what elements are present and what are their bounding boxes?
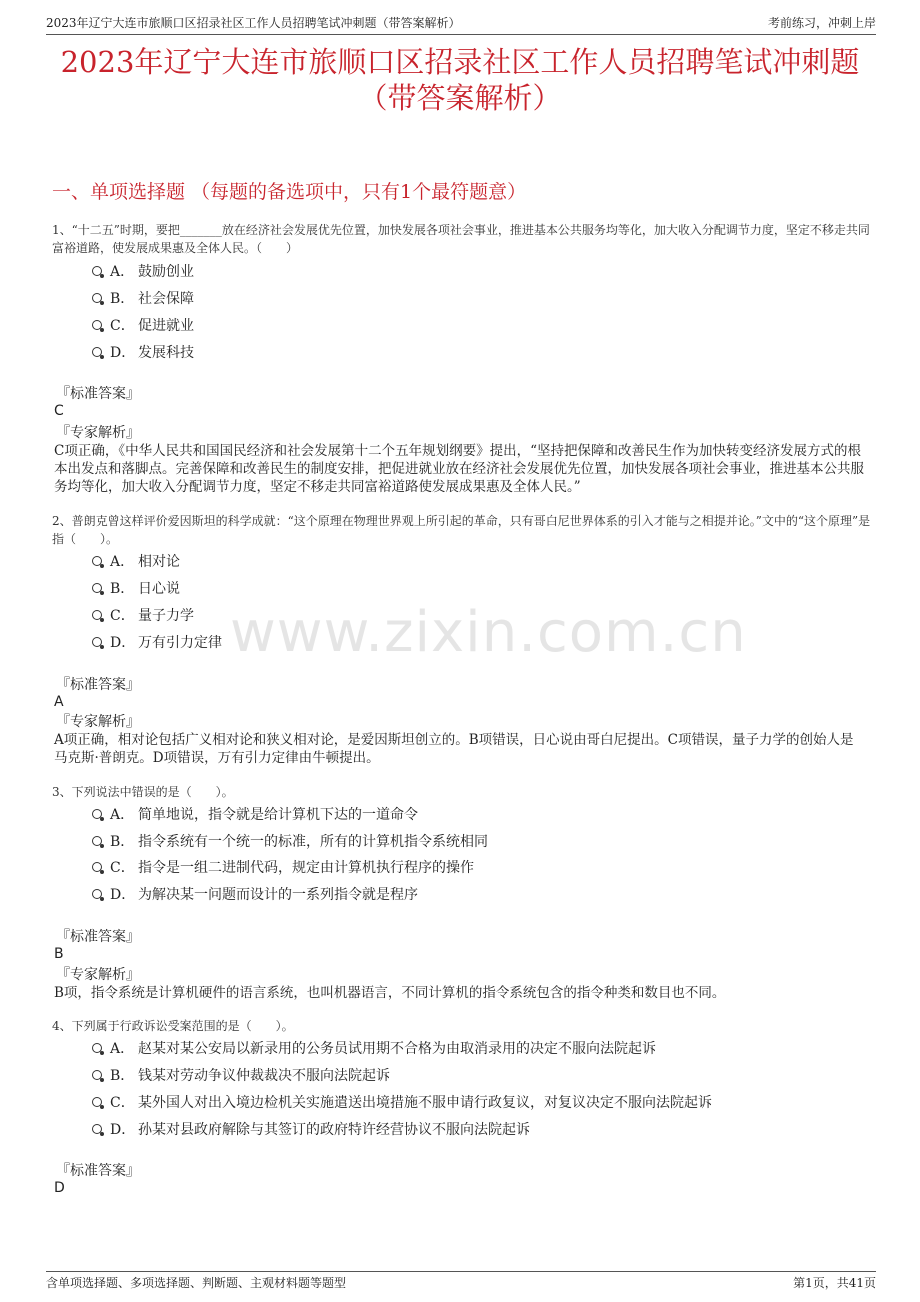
option-d[interactable]: D． 万有引力定律 [92, 633, 222, 653]
radio-icon[interactable] [92, 637, 102, 647]
option-d[interactable]: D． 发展科技 [92, 343, 194, 363]
option-d[interactable]: D． 孙某对县政府解除与其签订的政府特许经营协议不服向法院起诉 [92, 1120, 530, 1140]
radio-icon[interactable] [92, 1043, 102, 1053]
option-c[interactable]: C． 促进就业 [92, 316, 194, 336]
radio-icon[interactable] [92, 862, 102, 872]
page-title-line2: （带答案解析） [358, 81, 562, 115]
radio-icon[interactable] [92, 556, 102, 566]
page-title [0, 44, 920, 116]
page-number: 第1页，共41页 [793, 1276, 876, 1290]
section-title: 一、单项选择题 （每题的备选项中，只有1个最符题意） [52, 181, 527, 203]
page-title-line1: 2023年辽宁大连市旅顺口区招录社区工作人员招聘笔试冲刺题 [60, 45, 860, 79]
radio-icon[interactable] [92, 347, 102, 357]
radio-icon[interactable] [92, 266, 102, 276]
option-b[interactable]: B． 社会保障 [92, 289, 194, 309]
option-b[interactable]: B． 钱某对劳动争议仲裁裁决不服向法院起诉 [92, 1066, 390, 1086]
header-document-title: 2023年辽宁大连市旅顺口区招录社区工作人员招聘笔试冲刺题（带答案解析） [46, 16, 461, 30]
option-c[interactable]: C． 量子力学 [92, 606, 194, 626]
expert-analysis: C项正确，《中华人民共和国国民经济和社会发展第十二个五年规划纲要》提出，“坚持把保障和改善民生作为加快转变经济发展方式的根本出发点和落脚点。完善保障和改善民生的制度安排，把促进就业放在经济社会发展优先位置，加快发展各项社会事业，推进基本公共服务均等化，加大收入分配调节力度，坚定不移走共同富裕道路使发展成果惠及全体人民。” [54, 443, 864, 495]
option-b[interactable]: B． 指令系统有一个统一的标准，所有的计算机指令系统相同 [92, 832, 488, 852]
radio-icon[interactable] [92, 293, 102, 303]
option-a[interactable]: A． 简单地说，指令就是给计算机下达的一道命令 [92, 805, 418, 825]
question-stem: 4、下列属于行政诉讼受案范围的是（ ）。 [52, 1019, 294, 1033]
question-stem: 2、普朗克曾这样评价爱因斯坦的科学成就：“这个原理在物理世界观上所引起的革命，只有哥白尼世界体系的引入才能与之相提并论。”文中的“这个原理”是指（ ）。 [52, 514, 871, 546]
watermark: www.zixin.com.cn [230, 600, 747, 665]
standard-answer: C [54, 403, 64, 419]
standard-answer: B [54, 946, 64, 962]
page-header [46, 12, 876, 35]
radio-icon[interactable] [92, 889, 102, 899]
page-footer [46, 1271, 876, 1292]
radio-icon[interactable] [92, 836, 102, 846]
option-a[interactable]: A． 鼓励创业 [92, 262, 194, 282]
radio-icon[interactable] [92, 320, 102, 330]
radio-icon[interactable] [92, 809, 102, 819]
option-c[interactable]: C． 指令是一组二进制代码，规定由计算机执行程序的操作 [92, 858, 474, 878]
question-stem: 3、下列说法中错误的是（ ）。 [52, 785, 234, 799]
standard-answer-label: 『标准答案』 [56, 929, 140, 945]
expert-analysis: B项，指令系统是计算机硬件的语言系统，也叫机器语言，不同计算机的指令系统包含的指令种类和数目也不同。 [54, 985, 726, 1001]
expert-analysis-label: 『专家解析』 [56, 714, 140, 730]
option-b[interactable]: B． 日心说 [92, 579, 180, 599]
header-slogan: 考前练习，冲刺上岸 [767, 16, 876, 30]
expert-analysis-label: 『专家解析』 [56, 425, 140, 441]
radio-icon[interactable] [92, 610, 102, 620]
standard-answer-label: 『标准答案』 [56, 386, 140, 402]
standard-answer: A [54, 694, 64, 710]
footer-question-types: 含单项选择题、多项选择题、判断题、主观材料题等题型 [46, 1276, 347, 1290]
option-a[interactable]: A． 相对论 [92, 552, 180, 572]
question-stem: 1、“十二五”时期，要把_______放在经济社会发展优先位置，加快发展各项社会事业，推进基本公共服务均等化，加大收入分配调节力度，坚定不移走共同富裕道路，使发展成果惠及全体人民。（ ） [52, 223, 870, 255]
radio-icon[interactable] [92, 1097, 102, 1107]
radio-icon[interactable] [92, 1124, 102, 1134]
radio-icon[interactable] [92, 583, 102, 593]
standard-answer-label: 『标准答案』 [56, 677, 140, 693]
expert-analysis: A项正确，相对论包括广义相对论和狭义相对论，是爱因斯坦创立的。B项错误，日心说由哥白尼提出。C项错误，量子力学的创始人是马克斯·普朗克。D项错误，万有引力定律由牛顿提出。 [54, 732, 854, 766]
standard-answer: D [54, 1180, 65, 1196]
option-d[interactable]: D． 为解决某一问题而设计的一系列指令就是程序 [92, 885, 418, 905]
standard-answer-label: 『标准答案』 [56, 1163, 140, 1179]
option-a[interactable]: A． 赵某对某公安局以新录用的公务员试用期不合格为由取消录用的决定不服向法院起诉 [92, 1039, 656, 1059]
expert-analysis-label: 『专家解析』 [56, 967, 140, 983]
option-c[interactable]: C． 某外国人对出入境边检机关实施遣送出境措施不服申请行政复议，对复议决定不服向法院起诉 [92, 1093, 712, 1113]
radio-icon[interactable] [92, 1070, 102, 1080]
